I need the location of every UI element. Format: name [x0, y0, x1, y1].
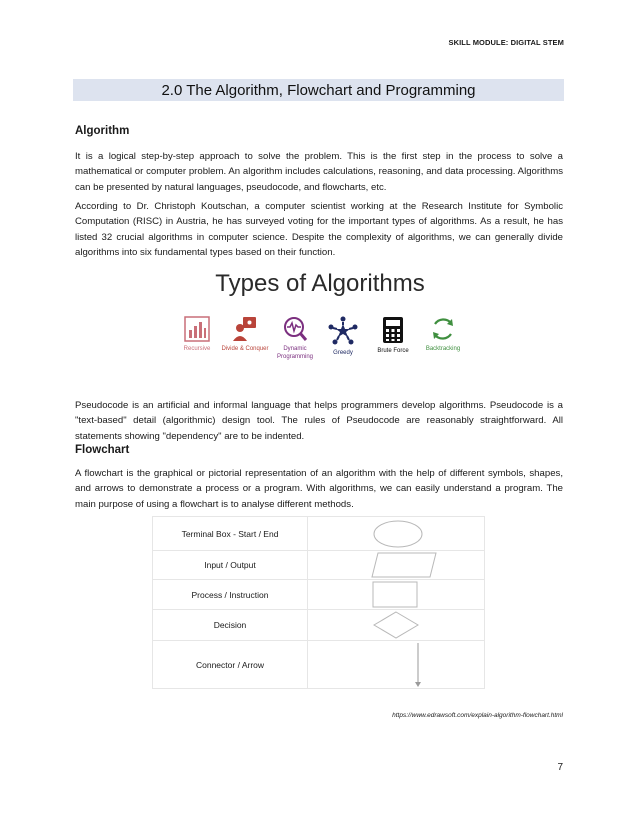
symbol-cell-connector: [308, 641, 485, 689]
symbol-cell-process: [308, 580, 485, 610]
table-row: [153, 641, 485, 689]
algorithm-paragraph-1: It is a logical step-by-step approach to solve the problem. This is the first step in the process to solve a mathematical or computer problem. An algorithm includes calculations, reasoning, and data processing. Algorithms can be presented by natural languages, pseudocode, and flowcharts, etc.: [75, 151, 563, 193]
algorithm-type-greedy: [318, 316, 368, 357]
algorithm-type-dynamic-programming: [270, 316, 320, 361]
magnifier-pulse-icon: [282, 316, 308, 342]
algorithm-paragraph-2: According to Dr. Christoph Koutschan, a computer scientist working at the Research Institute for Symbolic Computation (RISC) in Austria, he has surveyed voting for the important types of algorithms. As a result, he has listed 32 crucial algorithms in computer science. Despite the complexity of algorithms, we can generally divide algorithms into six fundamental types based on their function.: [75, 201, 563, 258]
table-row: [153, 610, 485, 641]
flowchart-paragraph: A flowchart is the graphical or pictorial representation of an algorithm with the help of different symbols, shapes, and arrows to demonstrate a process or a program. With algorithms, we can easily understand a program. The main purpose of using a flowchart is to analyse different methods.: [75, 468, 563, 510]
algorithm-type-divide-conquer: [220, 316, 270, 353]
decision-diamond-shape: [371, 610, 421, 640]
algorithm-heading: Algorithm: [75, 125, 130, 137]
symbol-label-input-output: Input / Output: [153, 551, 308, 580]
algorithm-type-label: Divide & Conquer: [221, 346, 269, 352]
process-rectangle-shape: [371, 580, 421, 610]
symbol-cell-input-output: [308, 551, 485, 580]
table-row: [153, 580, 485, 610]
algorithm-type-label: Greedy: [333, 350, 353, 356]
symbol-label-process: Process / Instruction: [153, 580, 308, 610]
pseudocode-paragraph: Pseudocode is an artificial and informal language that helps programmers develop algorithms. Pseudocode is a "text-based" detail (algorithmic) design tool. The rules of Pseudocode are reasonably straightforward. All statements showing "dependency" are to be indented.: [75, 400, 563, 442]
bar-chart-icon: [184, 316, 210, 342]
connector-arrow-shape: [408, 641, 428, 689]
algorithm-type-backtracking: [418, 316, 468, 353]
algorithm-type-recursive: [172, 316, 222, 353]
table-row: [153, 517, 485, 551]
figure-title: Types of Algorithms: [215, 270, 425, 297]
types-of-algorithms-figure: [178, 270, 462, 375]
flowchart-heading: Flowchart: [75, 444, 130, 456]
symbol-cell-decision: [308, 610, 485, 641]
algorithm-type-label: Backtracking: [425, 346, 461, 352]
source-link[interactable]: https://www.edrawsoft.com/explain-algorithm-flowchart.html: [392, 712, 563, 719]
table-row: [153, 551, 485, 580]
team-star-icon: [328, 316, 358, 346]
module-label: SKILL MODULE: DIGITAL STEM: [448, 38, 564, 47]
symbol-label-terminal: Terminal Box - Start / End: [153, 517, 308, 551]
algorithm-type-brute-force: [368, 316, 418, 355]
person-idea-icon: [232, 316, 258, 342]
algorithm-type-label: Brute Force: [377, 348, 409, 354]
calculator-icon: [382, 316, 404, 344]
cycle-arrows-icon: [430, 316, 456, 342]
algorithm-type-label: Recursive: [183, 346, 211, 352]
symbol-label-connector: Connector / Arrow: [153, 641, 308, 689]
section-title-band: [73, 79, 564, 101]
input-output-parallelogram-shape: [364, 551, 444, 579]
flowchart-symbols-table: [152, 516, 485, 689]
page-number: 7: [557, 762, 563, 773]
symbol-label-decision: Decision: [153, 610, 308, 641]
algorithm-type-label: Dynamic Programming: [276, 346, 313, 360]
terminal-oval-shape: [368, 519, 428, 549]
symbol-cell-terminal: [308, 517, 485, 551]
section-title: 2.0 The Algorithm, Flowchart and Programming: [161, 81, 476, 99]
